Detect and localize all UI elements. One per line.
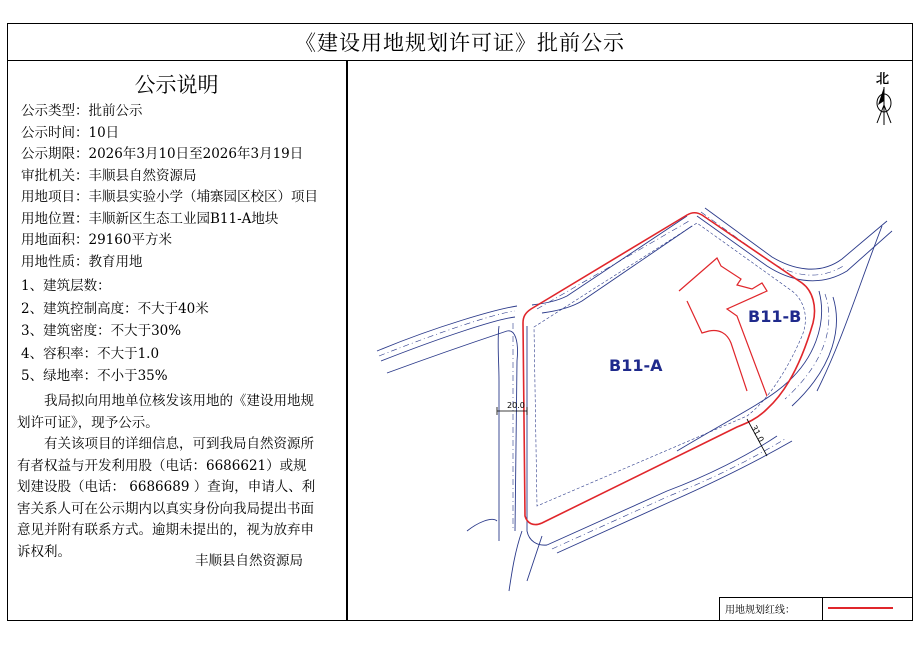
road-network [377,208,892,591]
parcel-b-boundary [679,258,767,396]
north-arrow-icon [878,87,884,105]
legend-red-line-swatch [828,607,893,609]
north-arrow [876,72,891,125]
info-type: 公示类型：批前公示 [21,103,143,119]
req-density: 3、建筑密度：不大于30% [21,323,182,339]
parcel-boundary [523,213,815,525]
info-location: 用地位置：丰顺新区生态工业园B11-A地块 [21,210,279,227]
notice-panel [7,61,346,621]
info-area: 用地面积：29160平方米 [21,232,172,248]
legend-box [719,597,913,621]
info-project: 用地项目：丰顺县实验小学（埔寨园区校区）项目 [21,189,318,205]
notice-paragraph-1: 我局拟向用地单位核发该用地的《建设用地规划许可证》，现予公示。 [17,393,314,431]
info-land-use: 用地性质：教育用地 [21,253,143,270]
requirements-list [21,275,209,388]
parcel-b-inner-boundary [687,301,747,391]
req-green: 5、绿地率：不小于35% [21,368,168,384]
info-authority: 审批机关：丰顺县自然资源局 [21,167,197,184]
north-label: 北 [876,72,890,87]
req-height: 2、建筑控制高度：不大于40米 [21,300,209,317]
road-width-left-label: 20.0 [507,401,525,410]
panel-heading: 公示说明 [134,73,219,97]
info-period: 公示期限：2026年3月10日至2026年3月19日 [21,146,304,162]
legend-label: 用地规划红线： [725,605,795,616]
site-plan-map [347,61,913,597]
road-width-right-label: 31.0 [749,423,766,444]
req-floors: 1、建筑层数： [21,278,111,294]
legend-separator [822,598,823,620]
signature: 丰顺县自然资源局 [195,553,303,569]
info-duration: 公示时间：10日 [21,124,120,141]
page-title: 《建设用地规划许可证》批前公示 [295,30,625,55]
parcel-b-label: B11-B [748,307,802,326]
land-use-red-line [523,213,815,525]
notice-text [17,391,317,563]
title-bar [7,23,913,61]
road-centerlines [379,212,845,549]
notice-paragraph-2: 有关该项目的详细信息，可到我局自然资源所有者权益与开发利用股（电话：6686621）或规划建设股（电话： 6686689 ）查询，申请人、利害关系人可在公示期内以真实身份向我局提出书面意见并附有联系方式。逾期未提出的，视为放弃申诉权利。 [17,436,316,560]
info-list [21,101,318,273]
req-far: 4、容积率：不大于1.0 [21,345,160,362]
setback-line [534,223,805,506]
parcel-a-label: B11-A [609,356,663,375]
